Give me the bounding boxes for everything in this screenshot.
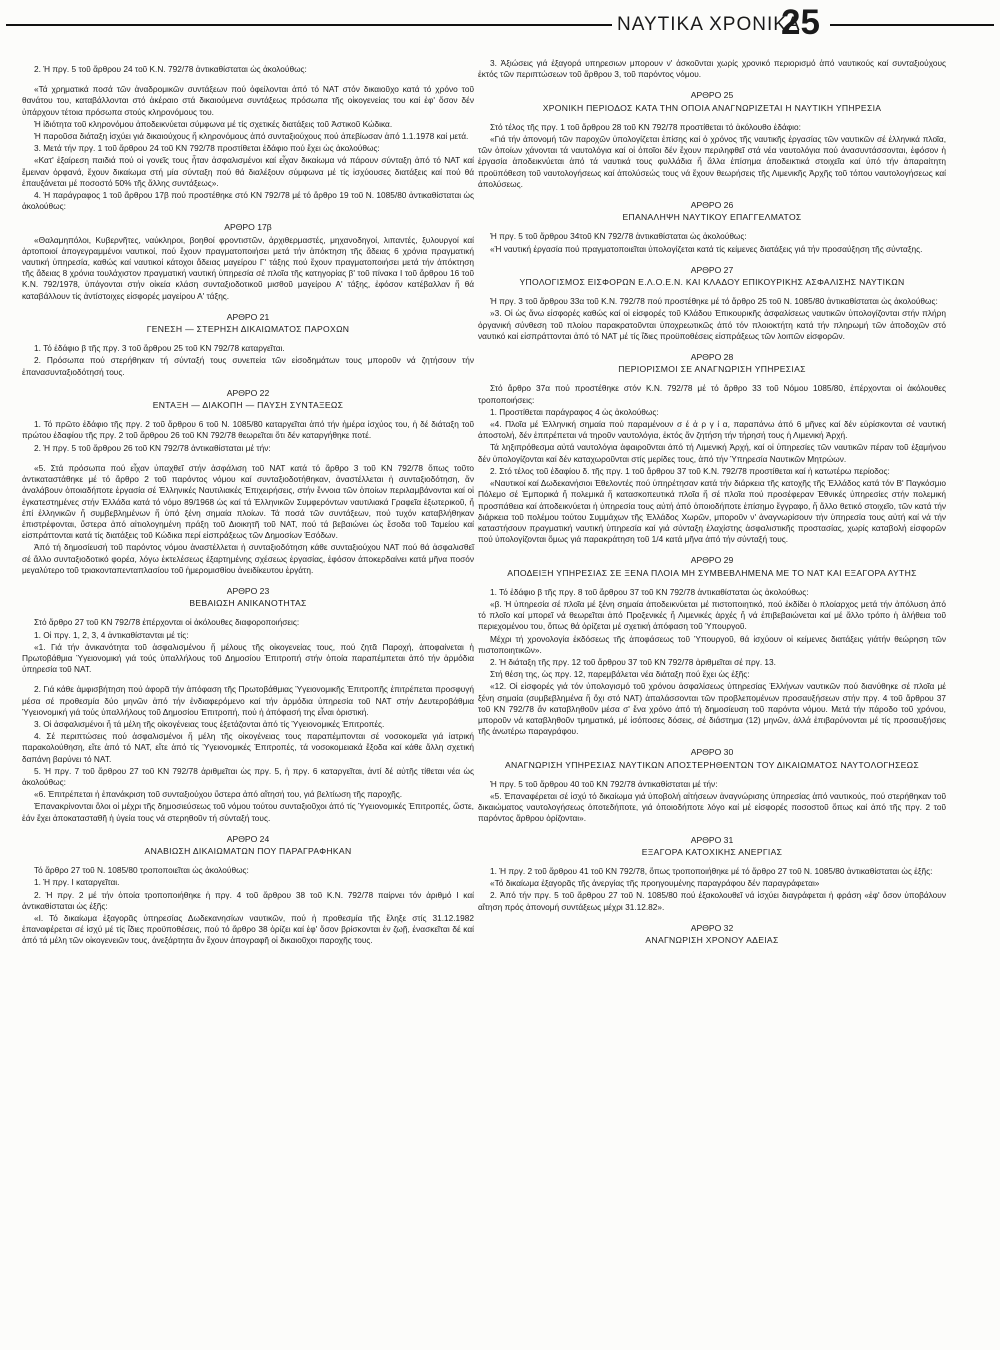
article-heading: ΒΕΒΑΙΩΣΗ ΑΝΙΚΑΝΟΤΗΤΑΣ [189, 598, 307, 609]
paragraph: «Ἡ ναυτική ἐργασία πού πραγματοποιεῖται ὑπολογίζεται κατά τίς κείμενες διατάξεις γιά τήν προσαύξηση τῆς σύνταξης. [490, 243, 923, 254]
paragraph: »3. Οἱ ὡς ἄνω εἰσφορές καθώς καί οἱ εἰσφορές τοῦ Κλάδου Ἐπικουρικῆς ἀσφαλίσεως ναυτικῶν ὑπολογίζονται στήν πλήρη ὀργανική σύνθεση τοῦ πλοίου παρακρατοῦνται ὑποχρεωτικῶς ἀπό τόν πλοιοκτήτη κατά τήν πληρωμή τῶν ἀποδοχῶν στό ναυτικό καί εἰσπράττονται ἀπό τό ΝΑΤ μέ τίς ἴδιες προϋποθέσεις εἰσπράξεως τῶν λοιπῶν εἰσφορῶν. [478, 308, 946, 341]
paragraph: 2. Ἡ πργ. 2 μέ τήν ὁποία τροποποιήθηκε ἡ πργ. 4 τοῦ ἄρθρου 38 τοῦ Κ.Ν. 792/78 παίρνει τόν ἀριθμό Ι καί ἀντικαθίσταται ὡς ἑξῆς: [22, 889, 474, 911]
article-number: ΑΡΘΡΟ 21 [226, 311, 270, 322]
paragraph: 1. Τό ἐδάφιο β τῆς πργ. 8 τοῦ ἄρθρου 37 τοῦ ΚΝ 792/78 ἀντικαθίσταται ὡς ἀκολούθως: [490, 586, 809, 597]
paragraph: «4. Πλοῖα μέ Ἑλληνική σημαία πού παραμένουν σ έ ἀ ρ γ ί α, παραπάνω ἀπό 6 μῆνες καί δέν εὑρίσκονται σέ ναυτική ἀποστολή, δέν ἐπιτρέπεται νά τηροῦν ναυτολόγια, ἐκτός ἄν ζητήση τήν τήρησή τους ἡ Λιμενική Ἀρχή. [478, 419, 946, 441]
paragraph: «β. Ἡ ὑπηρεσία σέ πλοῖα μέ ξένη σημαία ἀποδεικνύεται μέ πιστοποιητικό, πού ἐκδίδει ὁ πλοίαρχος μετά τήν ἀπόλυση ἀπό τό πλοῖο καί μπορεῖ νά θεωρεῖται ἀπό Προξενικές ἤ Λιμενικές ἀρχές ἤ νά ἐπιβεβαιώνεται καί μέ ἄλλο τρόπο ἡ ἀλήθεια τοῦ περιεχομένου του, ὅπως θά ὁρίζεται μέ σχετική ἀπόφαση τοῦ Ὑπουργοῦ. [478, 598, 946, 632]
right-column [478, 58, 946, 954]
paragraph: Ἐπανακρίνονται ὅλοι οἱ μέχρι τῆς δημοσιεύσεως τοῦ νόμου τούτου συνταξιοῦχοι ἀπό τίς Ὑγειονομικές Ἐπιτροπές, ὥστε, ἐάν ἔχει ἀποκατασταθῆ ἡ ὑγεία τους νά στερηθοῦν τή σύνταξή τους. [22, 801, 474, 823]
paragraph: Ἡ παροῦσα διάταξη ἰσχύει γιά δικαιούχους ἤ κληρονόμους ἀπό συνταξιούχους πού ἀπεβίωσαν ἀπό 1.1.1978 καί μετά. [34, 131, 469, 142]
article-number: ΑΡΘΡΟ 23 [226, 585, 270, 596]
paragraph: «12. Οἱ εἰσφορές γιά τόν ὑπολογισμό τοῦ χρόνου ἀσφαλίσεως ὑπηρεσίας Ἑλλήνων ναυτικῶν πού διανύθηκε σέ πλοῖα μέ ξένη σημαία (συμβεβλημένα ἤ ὄχι στό ΝΑΤ) ἀπαλάσσονται τῶν προβλεπομένων προσαυξήσεων στήν πργ. 4 τοῦ ἄρθρου 37 τοῦ ΚΝ 792/78 ἄν καταβληθοῦν μέσα σ' ἕνα χρόνο ἀπό τή δημοσίευση τοῦ παρόντα νόμου. Μετά τήν πάροδο τοῦ χρόνου, μποροῦν νά καταβληθοῦν τμηματικά, μέ ἰσόποσες δόσεις, σέ διάστημα (12) μηνῶν, ἀλλά ἐπιβαρύνονται μέ τίς προσαυξήσεις τῆς ἀνωτέρω παραγράφου. [478, 681, 946, 737]
article-number: ΑΡΘΡΟ 17β [224, 222, 272, 233]
article-number: ΑΡΘΡΟ 29 [690, 555, 734, 566]
article-heading: ΑΠΟΔΕΙΞΗ ΥΠΗΡΕΣΙΑΣ ΣΕ ΞΕΝΑ ΠΛΟΙΑ ΜΗ ΣΥΜΒΕΒΛΗΜΕΝΑ ΜΕ ΤΟ ΝΑΤ ΚΑΙ ΕΞΑΓΟΡΑ ΑΥΤΗΣ [507, 567, 917, 578]
paragraph: Στό ἄρθρο 37α πού προστέθηκε στόν Κ.Ν. 792/78 μέ τό ἄρθρο 33 τοῦ Νόμου 1085/80, ἐπέρχονται οἱ ἀκόλουθες τροποποιήσεις: [478, 383, 946, 405]
paragraph: 4. Ἡ παράγραφος 1 τοῦ ἄρθρου 17β πού προστέθηκε στό ΚΝ 792/78 μέ τό ἄρθρο 19 τοῦ Ν. 1085/80 ἀντικαθίσταται ὡς ἀκολούθως: [22, 190, 474, 212]
paragraph: Ἡ πργ. 3 τοῦ ἄρθρου 33α τοῦ Κ.Ν. 792/78 πού προστέθηκε μέ τό ἄρθρο 25 τοῦ Ν. 1085/80 ἀντικαθίσταται ὡς ἀκολούθως: [490, 296, 938, 307]
paragraph: 2. Στό τέλος τοῦ ἐδαφίου δ. τῆς πργ. 1 τοῦ ἄρθρου 37 τοῦ Κ.Ν. 792/78 προστίθεται καί ἡ κατωτέρω περίοδος: [490, 465, 890, 476]
paragraph: «Κατ' ἐξαίρεση παιδιά πού οἱ γονεῖς τους ἦταν ἀσφαλισμένοι καί εἶχαν δικαίωμα νά πάρουν σύνταξη ἀπό τό ΝΑΤ καί ἔμειναν ὀρφανά, ἔχουν δικαίωμα στή μία σύνταξη πού θά διαλέξουν σύμφωνα μέ τίς ἰσχύουσες διατάξεις καί πού θά ἐπαυξάνεται μέ ποσοστό 50% τῆς ἄλλης συντάξεως». [22, 155, 474, 188]
paragraph: 1. Ἡ πργ. 2 τοῦ ἄρθρου 41 τοῦ ΚΝ 792/78, ὅπως τροποποιήθηκε μέ τό ἄρθρο 27 τοῦ Ν. 1085/80 ἀντικαθίσταται ὡς ἑξῆς: [490, 865, 933, 876]
paragraph: «Ι. Τό δικαίωμα ἐξαγορᾶς ὑπηρεσίας Δωδεκανησίων ναυτικῶν, πού ἡ προθεσμία τῆς ἔληξε στίς 31.12.1982 ἐπαναφέρεται σέ ἰσχύ μέ τίς ἴδιες προϋποθέσεις, πού τό ἄρθρο 38 ὁρίζει καί ἐφ' ὅσον βρίσκονται ἐν ζωῇ, ἐνασκεῖται δέ καί ἀπό τά μέλη τῶν οἰκογενειῶν τους, ἀνεξάρτητα ἄν ἔχουν ἀπογραφῆ οἱ δικαιοῦχοι παροχῆς τους. [22, 913, 474, 946]
article-heading: ΕΝΤΑΞΗ — ΔΙΑΚΟΠΗ — ΠΑΥΣΗ ΣΥΝΤΑΞΕΩΣ [152, 400, 344, 411]
left-column [22, 64, 474, 948]
article-heading: ΕΠΑΝΑΛΗΨΗ ΝΑΥΤΙΚΟΥ ΕΠΑΓΓΕΛΜΑΤΟΣ [622, 212, 802, 223]
paragraph: 2. Ἡ πργ. 5 τοῦ ἄρθρου 24 τοῦ Κ.Ν. 792/78 ἀντικαθίσταται ὡς ἀκολούθως: [34, 64, 307, 74]
paragraph: 3. Μετά τήν πργ. 1 τοῦ ἄρθρου 24 τοῦ ΚΝ 792/78 προστίθεται ἐδάφιο πού ἔχει ὡς ἀκολούθως: [34, 143, 380, 154]
paragraph: 3. Οἱ ἀσφαλισμένοι ἤ τά μέλη τῆς οἰκογένειας τους ἐξετάζονται ἀπό τίς Ὑγειονομικές Ἐπιτροπές. [34, 718, 385, 729]
article-heading: ΓΕΝΕΣΗ — ΣΤΕΡΗΣΗ ΔΙΚΑΙΩΜΑΤΟΣ ΠΑΡΟΧΩΝ [146, 324, 350, 335]
paragraph: 1. Ἡ πργ. Ι καταργεῖται. [34, 877, 120, 888]
article-number: ΑΡΘΡΟ 24 [226, 833, 270, 844]
article-number: ΑΡΘΡΟ 31 [690, 834, 734, 845]
paragraph: «5. Ἐπαναφέρεται σέ ἰσχύ τό δικαίωμα γιά ὑποβολή αἰτήσεων ἀναγνώρισης ὑπηρεσίας ἀπό ναυτικούς, πού στερήθηκαν τοῦ δικαιώματος ναυτολογήσεως ὁποτεδήποτε, γιά ὁποιοδήποτε λόγο καί μέ εἰσφορές ποσοστοῦ ὅπως καί ἀπό τῆς πργ. 2 τοῦ παρόντος ἄρθρου ὁρίζονται». [478, 790, 946, 824]
paragraph: «Γιά τήν ἀπονομή τῶν παροχῶν ὑπολογίζεται ἐπίσης καί ὁ χρόνος τῆς ναυτικῆς ἐργασίας τῶν ναυτικῶν σέ ἑλληνικά πλοῖα, τῶν ὁποίων χάνονται τά ναυτολόγια καί οἱ ὁποῖοι δέν ἔχουν περιληφθεῖ στά νέα ναυτολόγια πού ἀνασυντάσσονται, ἐφόσον ἡ ἐργασία ἀποδεικνύεται ἀπό τά ναυτικά τους φυλλάδια ἤ ἄλλα ἐπίσημα ἀποδεικτικά στοιχεῖα καί ὑπό τήν ἀπαραίτητη προϋπόθεση τοῦ ναυτολογήσεως καί ἀπολύσεώς τους νά ἔχουν θεωρήσεις τῆς Λιμενικῆς Ἀρχῆς τοῦ τόπου ναυτολογήσεως καί ἀπολύσεως. [478, 134, 946, 189]
paragraph: 2. Πρόσωπα πού στερήθηκαν τή σύνταξή τους συνεπεία τῶν εἰσοδημάτων τους μποροῦν νά ζητήσουν τήν ἐπανασυνταξιοδότησή τους. [22, 355, 474, 377]
paragraph: 1. Οἱ πργ. 1, 2, 3, 4 ἀντικαθίστανται μέ τίς: [34, 629, 189, 640]
article-number: ΑΡΘΡΟ 26 [690, 200, 734, 211]
paragraph: «Τά χρηματικά ποσά τῶν ἀναδρομικῶν συντάξεων πού ὀφείλονται ἀπό τό ΝΑΤ στόν δικαιοῦχο κατά τό χρόνο τοῦ θανάτου του, καταβάλλονται στό ἀκέραιο στά δικαιούμενα συντάξεως πρόσωπα τῆς οἰκογενείας του καί ἐφ' ὅσον δέν ὑπάρχουν τέτοια πρόσωπα στούς κληρονόμους του. [22, 84, 474, 117]
article-heading: ΑΝΑΓΝΩΡΙΣΗ ΥΠΗΡΕΣΙΑΣ ΝΑΥΤΙΚΩΝ ΑΠΟΣΤΕΡΗΘΕΝΤΩΝ ΤΟΥ ΔΙΚΑΙΩΜΑΤΟΣ ΝΑΥΤΟΛΟΓΗΣΕΩΣ [505, 759, 919, 770]
paragraph: 1. Τό ἐδάφιο β τῆς πργ. 3 τοῦ ἄρθρου 25 τοῦ ΚΝ 792/78 καταργεῖται. [34, 343, 285, 354]
paragraph: «6. Ἐπιτρέπεται ἡ ἐπανάκριση τοῦ συνταξιούχου ὕστερα ἀπό αἴτησή του, γιά βελτίωση τῆς παροχῆς. [34, 789, 403, 800]
paragraph: Ἡ ἰδιότητα τοῦ κληρονόμου ἀποδεικνύεται σύμφωνα μέ τίς σχετικές διατάξεις τοῦ Ἀστικοῦ Κώδικα. [34, 118, 393, 129]
article-heading: ΧΡΟΝΙΚΗ ΠΕΡΙΟΔΟΣ ΚΑΤΑ ΤΗΝ ΟΠΟΙΑ ΑΝΑΓΝΩΡΙΖΕΤΑΙ Η ΝΑΥΤΙΚΗ ΥΠΗΡΕΣΙΑ [542, 102, 882, 113]
article-heading: ΠΕΡΙΟΡΙΣΜΟΙ ΣΕ ΑΝΑΓΝΩΡΙΣΗ ΥΠΗΡΕΣΙΑΣ [618, 364, 806, 375]
paragraph: Ἡ πργ. 5 τοῦ ἄρθρου 34τοῦ ΚΝ 792/78 ἀντικαθίσταται ὡς ἀκολούθως: [490, 231, 747, 242]
paragraph: Τό ἄρθρο 27 τοῦ Ν. 1085/80 τροποποιεῖται ὡς ἀκολούθως: [34, 865, 249, 876]
article-number: ΑΡΘΡΟ 22 [226, 387, 270, 398]
article-heading: ΕΞΑΓΟΡΑ ΚΑΤΟΧΙΚΗΣ ΑΝΕΡΓΙΑΣ [641, 846, 783, 857]
paragraph: Στή θέση της, ὡς πργ. 12, παρεμβάλεται νέα διάταξη πού ἔχει ὡς ἑξῆς: [490, 669, 750, 680]
magazine-title: ΝΑΥΤΙΚΑ ΧΡΟΝΙΚΑ [617, 14, 801, 35]
article-number: ΑΡΘΡΟ 27 [690, 264, 734, 275]
page-number: 25 [781, 3, 820, 42]
article-number: ΑΡΘΡΟ 28 [690, 352, 734, 363]
paragraph: Μέχρι τή χρονολογία ἐκδόσεως τῆς ἀποφάσεως τοῦ Ὑπουργοῦ, θά ἰσχύουν οἱ κείμενες διατάξεις γιάτήν θεώρηση τῶν πιστοποιητικῶν». [478, 633, 946, 655]
paragraph: «Ναυτικοί καί Δωδεκανήσιοι Ἐθελοντές πού ὑπηρέτησαν κατά τήν διάρκεια τῆς κατοχῆς τῆς Ἑλλάδος κατά τόν Β' Παγκόσμιο Πόλεμο σέ Ἐμπορικά ἤ πολεμικά ἤ κατασκοπευτικά πλοῖα ἤ σέ πλοῖα πού προσέφεραν Ἐθνικές ὑπηρεσίες στήν πολεμική προσπάθεια καί ἀποδεικνύεται ἡ ὑπηρεσία τους αὐτή ἀπό ὁποιοδήποτε ἐπίσημο ἔγγραφο, ἤ ἄλλο θετικό στοιχεῖο, τῶν κατά τήν διάρκεια τοῦ πολέμου τούτου Συμμάχων τῆς Ἑλλάδος Χωρῶν, μποροῦν ν' ἀναγνωρίσουν τήν ὑπηρεσία τους αὐτή καί νά τήν καταστήσουν πραγματική ναυτική ὑπηρεσία καί γιά σύνταξη ἐλαχίστης ἀσφαλιστικῆς προστασίας, χωρίς καταβολή εἰσφορῶν πού ὑπολογίζονται ὅμως γιά παρακράτηση τοῦ 1/4 κατά μῆνα ἀπό τήν σύνταξή τους. [478, 478, 946, 545]
paragraph: 2. Ἀπό τήν πργ. 5 τοῦ ἄρθρου 27 τοῦ Ν. 1085/80 πού ἐξακολουθεῖ νά ἰσχύει διαγράφεται ἡ φράση «ἐφ' ὅσον ὑποβάλουν αἴτηση πρός ἀπονομή συντάξεως μέχρι 31.12.82». [478, 890, 946, 912]
paragraph: 2. Ἡ πργ. 5 τοῦ ἄρθρου 26 τοῦ ΚΝ 792/78 ἀντικαθίσταται μέ τήν: [34, 442, 271, 453]
paragraph: 2. Ἡ διάταξη τῆς πργ. 12 τοῦ ἄρθρου 37 τοῦ ΚΝ 792/78 ἀριθμεῖται σέ πργ. 13. [490, 656, 776, 667]
paragraph: Ἡ πργ. 5 τοῦ ἄρθρου 40 τοῦ ΚΝ 792/78 ἀντικαθίσταται μέ τήν: [490, 778, 718, 789]
article-heading: ΥΠΟΛΟΓΙΣΜΟΣ ΕΙΣΦΟΡΩΝ Ε.Λ.Ο.Ε.Ν. ΚΑΙ ΚΛΑΔΟΥ ΕΠΙΚΟΥΡΙΚΗΣ ΑΣΦΑΛΙΣΗΣ ΝΑΥΤΙΚΩΝ [519, 277, 905, 288]
paragraph: Τά ληξιπρόθεσμα αὐτά ναυτολόγια ἀφαιροῦνται ἀπό τή Λιμενική Ἀρχή, καί οἱ ὑπηρεσίες τῶν ναυτικῶν πέραν τοῦ ἑξαμήνου δέν ὑπολογίζονται καί δέν καταχωροῦνται στίς μερίδες τους, ἀπό τήν Ὑπηρεσία Ναυτικῶν Μητρώων. [478, 442, 946, 464]
paragraph: 5. Ἡ πργ. 7 τοῦ ἄρθρου 27 τοῦ ΚΝ 792/78 ἀριθμεῖται ὡς πργ. 5, ἡ πργ. 6 καταργεῖται, ἀντί δέ αὐτῆς τίθεται νέα ὡς ἀκολούθως: [22, 765, 474, 787]
paragraph: «Τό δικαίωμα ἐξαγορᾶς τῆς ἀνεργίας τῆς προηγουμένης παραγράφου δέν παραγράφεται» [490, 878, 820, 889]
paragraph: «5. Στά πρόσωπα πού εἶχαν ὑπαχθεῖ στήν ἀσφάλιση τοῦ ΝΑΤ κατά τό ἄρθρο 3 τοῦ ΚΝ 792/78 ὅπως τοῦτο ἀντικαταστάθηκε μέ τό ἄρθρο 2 τοῦ παρόντος νόμου καί συνταξιοδοτήθηκαν, ἀναστέλλεται ἡ συνταξιοδότηση, ἄν ἀναλάβουν ὁποιαδήποτε ἐργασία σέ Ἑλληνικές Ναυτιλιακές Ἐπιχειρήσεις, στήν ἔννοια τῶν ὁποίων περιλαμβάνονται καί οἱ ἐγκατεστημένες στήν Ἑλλάδα κατά τό νόμο 89/1968 ὡς καί τά Ἑλληνικῶν Συμφερόντων ναυτιλιακά Γραφεῖα ἐξωτερικοῦ, ἤ ἐπί ἑλληνικῶν ἤ συμβεβλημένων ἤ ὑπό ξένη σημαία πλοίων. Τά ποσά τῶν συντάξεων, πού τυχόν καταβλήθηκαν ἐπιστρέφονται, ὕστερα ἀπό αἰτιολογημένη πράξη τοῦ Διοικητῆ τοῦ ΝΑΤ, πού τά βεβαιώνει ὡς ἔσοδα τοῦ Ταμείου καί εἰσπράττονται κατά τίς διατάξεις τοῦ Κώδικα περί εἰσπράξεως τῶν Δημοσίων Ἐσόδων. [22, 462, 474, 541]
article-number: ΑΡΘΡΟ 30 [690, 747, 734, 758]
paragraph: 1. Τό πρῶτο ἐδάφιο τῆς πργ. 2 τοῦ ἄρθρου 6 τοῦ Ν. 1085/80 καταργεῖται ἀπό τήν ἡμέρα ἰσχύος του, ἡ δέ διάταξη τοῦ πρώτου ἐδαφίου τῆς πργ. 2 τοῦ ἄρθρου 26 τοῦ ΚΝ 792/78 θεωρεῖται ὅτι δέν καταργήθηκε ποτέ. [22, 419, 474, 441]
paragraph: 2. Γιά κάθε ἀμφισβήτηση πού ἀφορᾶ τήν ἀπόφαση τῆς Πρωτοβάθμιας Ὑγειονομικῆς Ἐπιτροπῆς ἐπιτρέπεται προσφυγή μέσα σέ προθεσμία δύο μηνῶν ἀπό τήν ἐνδιαφερόμενο καί τήν ἁρμόδια ὑπηρεσία τοῦ ΝΑΤ στήν Δευτεροβάθμια Ὑγειονομική γιά τούς ὑπαλλήλους τοῦ Δημοσίου Ἐπιτροπή, πού ἡ ἀπόφασή της εἶναι ὁριστική. [22, 684, 474, 717]
paragraph: Ἀπό τή δημοσίευσή τοῦ παρόντος νόμου ἀναστέλλεται ἡ συνταξιοδότηση κάθε συνταξιούχου ΝΑΤ πού θά ἀσφαλισθεῖ σέ ἄλλο συνταξιοδοτικό φορέα, λόγω ἐκτελέσεως ἐξαρτημένης σχέσεως ἐργασίας, ἐφόσον ἀποκερδαίνει κατά μῆνα ποσόν μεγαλύτερο τοῦ τριακονταπενταπλασίου τοῦ ἡμερομισθίου ἀνειδίκευτου ἐργάτη. [22, 542, 474, 575]
paragraph: Στό τέλος τῆς πργ. 1 τοῦ ἄρθρου 28 τοῦ ΚΝ 792/78 προστίθεται τό ἀκόλουθο ἐδάφιο: [490, 121, 801, 132]
article-heading: ΑΝΑΓΝΩΡΙΣΗ ΧΡΟΝΟΥ ΑΔΕΙΑΣ [645, 935, 779, 945]
paragraph: 4. Σέ περιπτώσεις πού ἀσφαλισμένοι ἤ μέλη τῆς οἰκογένειας τους παραπέμπονται σέ νοσοκομεῖα γιά ἰατρική παρακολούθηση, εἴτε ἀπό τό ΝΑΤ, εἴτε ἀπό τίς Ὑγειονομικές Ἐπιτροπές, τά νοσοκομειακά ἔξοδα καί κάθε ἄλλη σχετική δαπάνη βαρύνει τό ΝΑΤ. [22, 731, 474, 764]
header-rule-left [6, 24, 612, 26]
paragraph: «Θαλαμηπόλοι, Κυβερνῆτες, ναύκληροι, βοηθοί φροντιστῶν, ἀρχιθερμαστές, μηχανοδηγοί, λιπαντές, ξυλουργοί καί ἀρτοποιοί ἀπογεγραμμένοι ναυτικοί, πού ἔχουν πραγματοποιήσει μετά τήν ἀπόκτηση τῆς ἄδειας 6 χρόνια πραγματική ναυτική ὑπηρεσία, καθώς καί ναυτικοί κάτοχοι ἄδειας μαγείρου Γ' τάξης πού ἔχουν πραγματοποιήσει μετά τήν ἀπόκτηση τῆς ἄδειας 8 χρόνια τουλάχιστον πραγματική ναυτική ὑπηρεσία σέ πλοῖα τῆς κατηγορίας β' τοῦ πίνακα Ι τοῦ ἄρθρου 16 τοῦ Κ.Ν. 792/1978, ὑπάγονται στήν οἰκεία κλάση συνταξιοδοτικοῦ μισθοῦ μαγείρου Α' τάξης, ἐφόσον κατέβαλλαν ἤ θά καταβάλλουν τίς ἀντίστοιχες εἰσφορές μαγείρου Α' τάξης. [22, 234, 474, 301]
paragraph: 3. Ἀξιώσεις γιά ἐξαγορά υπηρεσιων μπορουν ν' ἀσκοῦνται χωρίς χρονικό περιορισμό ἀπό ναυτικούς καί συνταξιούχους ἐκτός τῶν περιπτώσεων τοῦ ἄρθρου 3, τοῦ παρόντος νόμου. [478, 58, 946, 80]
paragraph: «1. Γιά τήν ἀνικανότητα τοῦ ἀσφαλισμένου ἤ μέλους τῆς οἰκογενείας τους, πού ζητᾶ Παροχή, ἀποφαίνεται ἡ Πρωτοβάθμια Ὑγειονομική γιά τούς ὑπαλλήλους τοῦ Δημοσίου Ἐπιτροπή στήν ὁποία παραπέμπεται ἀπό τήν ἁρμόδια ὑπηρεσία τοῦ ΝΑΤ. [22, 641, 474, 675]
paragraph: 1. Προστίθεται παράγραφος 4 ὡς ἀκολούθως: [490, 406, 659, 417]
header-rule-right [830, 24, 994, 26]
paragraph: Στό ἄρθρο 27 τοῦ ΚΝ 792/78 ἐπέρχονται οἱ ἀκόλουθες διαφοροποιήσεις: [34, 617, 300, 628]
article-number: ΑΡΘΡΟ 25 [690, 90, 734, 101]
article-heading: ΑΝΑΒΙΩΣΗ ΔΙΚΑΙΩΜΑΤΩΝ ΠΟΥ ΠΑΡΑΓΡΑΦΗΚΑΝ [144, 845, 352, 856]
article-number: ΑΡΘΡΟ 32 [690, 922, 734, 933]
